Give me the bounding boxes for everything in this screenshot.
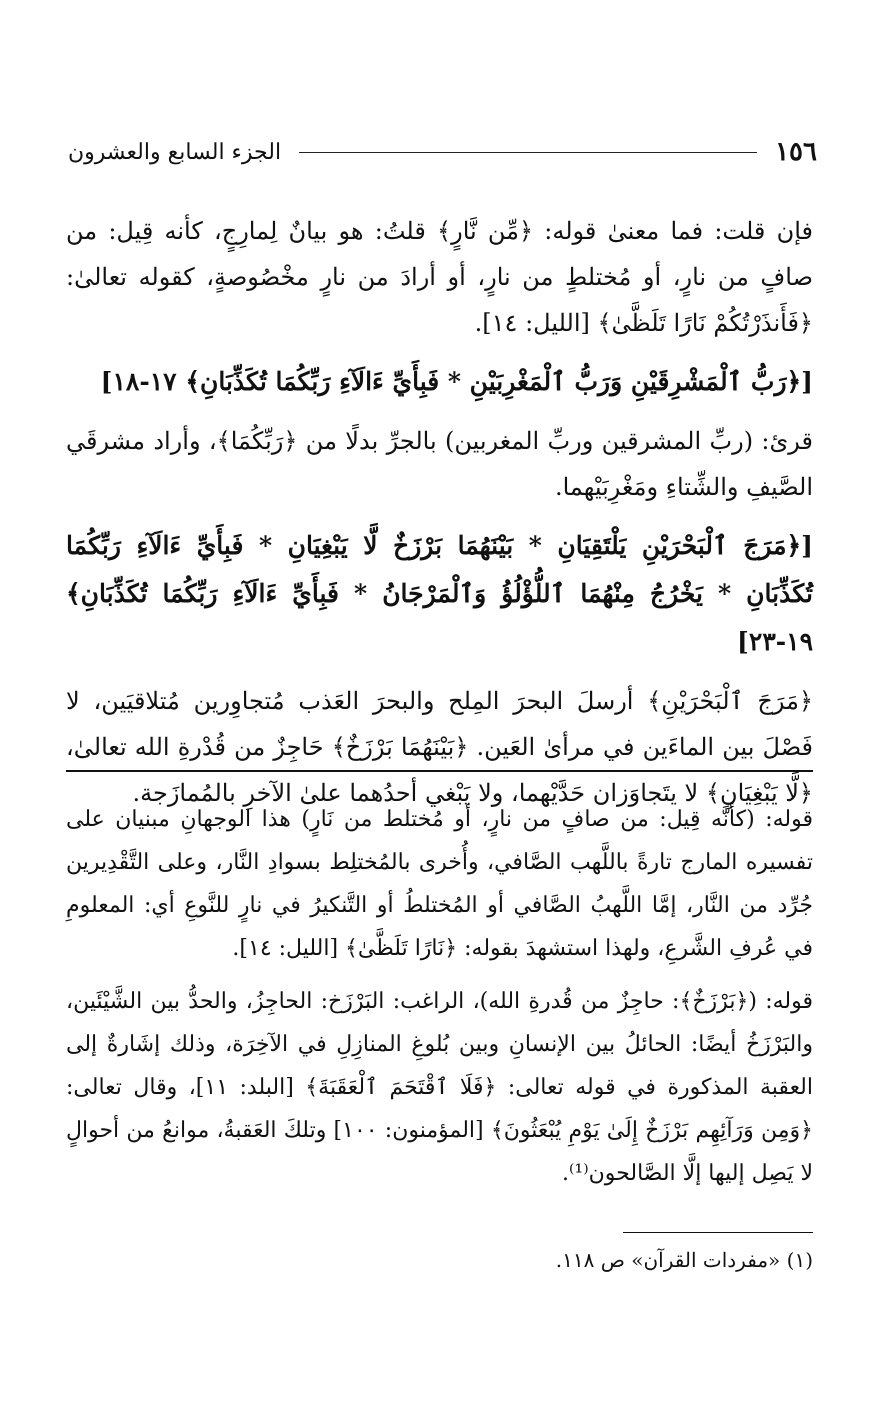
main-paragraph-3: ﴿مَرَجَ ٱلْبَحْرَيْنِ﴾ أرسلَ البحرَ المِلح والبحرَ العَذب مُتجاوِرين مُتلاقيَين، لا فَصْلَ بين الماءَين في مرأىٰ العَين. ﴿بَيْنَهُمَا بَرْزَخٌ﴾ حَاجِزٌ من قُدْرةِ الله تعالىٰ، ﴿لَّا يَبْغِيَانِ﴾ لا يتَجاوَزان حَدَّيْهما، ولا يَبْغي أحدُهما علىٰ الآخرِ بالمُمازَجة. — [66, 687, 813, 807]
running-title: الجزء السابع والعشرون — [68, 139, 282, 165]
verse-block-1: [﴿رَبُّ ٱلْمَشْرِقَيْنِ وَرَبُّ ٱلْمَغْرِبَيْنِ * فَبِأَيِّ ءَالَآءِ رَبِّكُمَا تُكَذِّبَانِ﴾ ١٧-١٨] — [100, 367, 813, 396]
main-paragraph-1: فإن قلت: فما معنىٰ قوله: ﴿مِّن نَّارٍ﴾ قلتُ: هو بيانٌ لِمارِجٍ، كأنه قِيل: من صافٍ من نارٍ، أو مُختلطٍ من نارٍ، أو أرادَ من نارٍ مخْصُوصةٍ، كقوله تعالىٰ: ﴿فَأَنذَرْتُكُمْ نَارًا تَلَظَّىٰ﴾ [الليل: ١٤]. — [66, 217, 813, 337]
commentary-paragraph-1: قوله: (كأنَّه قِيل: من صافٍ من نارٍ، أو مُختلط من نَارٍ) هذا الوجهانِ مبنيان على تفسيره المارج تارةً باللَّهب الصَّافي، وأُخرى بالمُختلِط بسوادِ النَّار، وعلى التَّقْدِيرين جُرِّد من النَّار، إمَّا اللَّهبُ الصَّافي أو المُختلطُ أو التَّنكيرُ في نارٍ للنَّوعِ أي: المعلومِ في عُرفِ الشَّرعِ، ولهذا استشهدَ بقوله: ﴿نَارًا تَلَظَّىٰ﴾ [الليل: ١٤]. — [66, 807, 813, 961]
page-header — [68, 132, 817, 172]
commentary-paragraph-2: قوله: (﴿بَرْزَخٌ﴾: حاجِزٌ من قُدرةِ الله)، الراغب: البَرْزَخ: الحاجِزُ، والحدُّ بين الشَّيْئَين، والبَرْزَخُ أيضًا: الحائلُ بين الإنسانِ وبين بُلوغِ المنازِلِ في الآخِرَة، وذلك إشَارةٌ إلى العقبة المذكورة في قوله تعالى: ﴿فَلَا ٱقْتَحَمَ ٱلْعَقَبَةَ﴾ [البلد: ١١]، وقال تعالى: ﴿وَمِن وَرَآئِهِم بَرْزَخٌ إِلَىٰ يَوْمِ يُبْعَثُونَ﴾ [المؤمنون: ١٠٠] وتلكَ العَقبةُ، موانعُ من أحوالٍ لا يَصِل إليها إلَّا الصَّالحون⁽¹⁾. — [66, 989, 813, 1186]
footnote-rule — [623, 1232, 813, 1233]
main-text — [66, 208, 813, 828]
page-number: ١٥٦ — [775, 137, 817, 167]
commentary-separator — [66, 770, 813, 772]
main-paragraph-2: قرئ: (ربِّ المشرقين وربِّ المغربين) بالجرِّ بدلًا من ﴿رَبِّكُمَا﴾، وأراد مشرقَي الصَّيفِ والشِّتاءِ ومَغْرِبَيْهما. — [66, 427, 813, 501]
commentary — [66, 798, 813, 1205]
footnote: (١) «مفردات القرآن» ص ١١٨. — [555, 1248, 813, 1272]
verse-block-2: [﴿مَرَجَ ٱلْبَحْرَيْنِ يَلْتَقِيَانِ * بَيْنَهُمَا بَرْزَخٌ لَّا يَبْغِيَانِ * فَبِأَيِّ ءَالَآءِ رَبِّكُمَا تُكَذِّبَانِ * يَخْرُجُ مِنْهُمَا ٱللُّؤْلُؤُ وَٱلْمَرْجَانُ * فَبِأَيِّ ءَالَآءِ رَبِّكُمَا تُكَذِّبَانِ﴾ ١٩-٢٣] — [66, 531, 813, 656]
header-rule — [299, 152, 757, 153]
